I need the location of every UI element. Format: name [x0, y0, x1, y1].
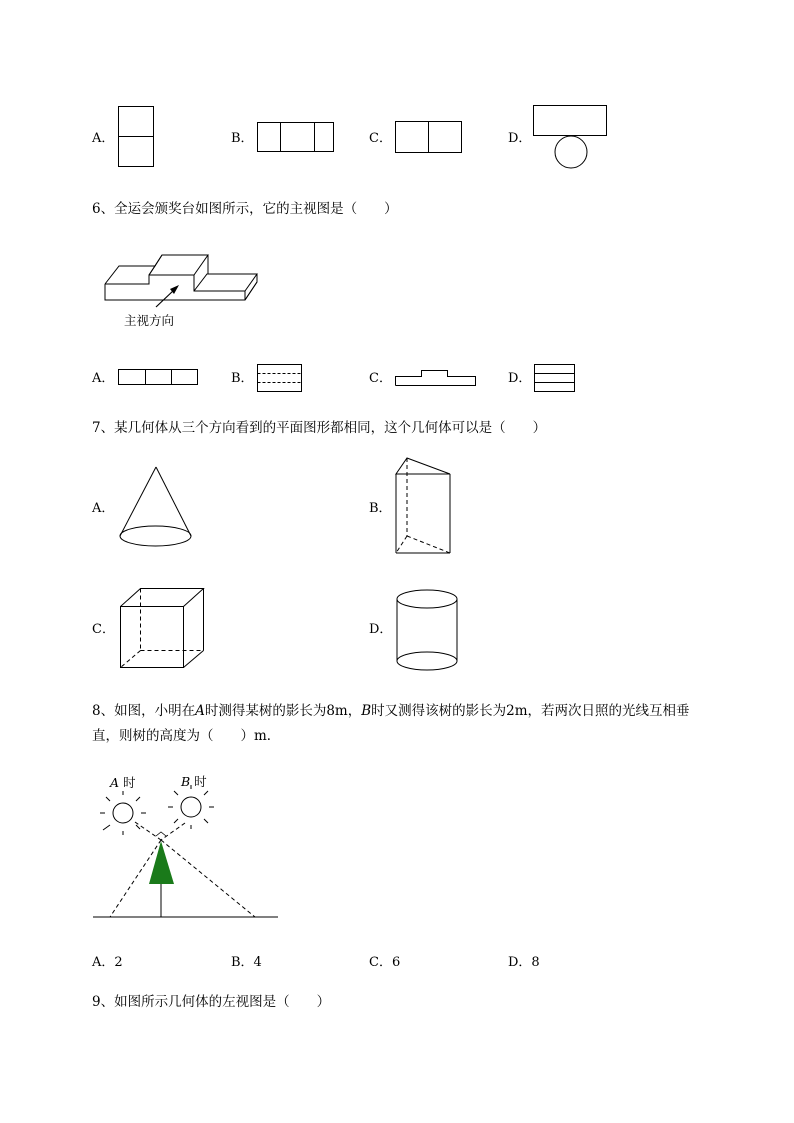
tree-icon: [149, 841, 174, 884]
q8-tree-shadow-figure: [90, 786, 282, 922]
q7-text: 7、某几何体从三个方向看到的平面图形都相同，这个几何体可以是（ ）: [92, 420, 547, 436]
q7-option-d-label[interactable]: D．: [369, 622, 393, 637]
q7-option-d-cylinder: [395, 588, 461, 674]
q6-text: 6、全运会颁奖台如图所示，它的主视图是（ ）: [92, 201, 398, 217]
sun-a-icon: [100, 791, 146, 835]
q8-option-d[interactable]: D．8: [508, 955, 540, 970]
q6-view-direction-caption: 主视方向: [124, 313, 175, 328]
q6-option-b-label[interactable]: B．: [231, 371, 254, 386]
q7-option-b-label[interactable]: B．: [369, 501, 392, 516]
q5-option-a-figure: [118, 106, 156, 168]
q6-option-a-label[interactable]: A．: [92, 371, 115, 386]
q7-option-a-label[interactable]: A．: [92, 501, 115, 516]
q5-option-d-figure: [533, 105, 611, 173]
q6-option-d-label[interactable]: D．: [508, 371, 532, 386]
q5-option-c-figure: [395, 121, 465, 154]
q7-option-c-cube: [119, 587, 207, 671]
q7-option-b-prism: [393, 456, 457, 558]
q5-option-b-figure: [257, 122, 337, 154]
q8-line1-suffix: 时又测得该树的影长为2m，若两次日照的光线互相垂: [371, 703, 690, 719]
q8-var-a: A: [195, 703, 205, 719]
q8-figure-time-b: 时: [190, 774, 207, 789]
q6-option-b-figure: [257, 364, 305, 394]
q8-text-line1: [92, 702, 690, 720]
q5-option-d-label[interactable]: D．: [508, 131, 532, 146]
q8-figure-time-a: 时: [119, 775, 136, 790]
sun-b-icon: [168, 785, 214, 829]
q8-option-a[interactable]: A．2: [92, 955, 123, 970]
q8-line1-mid: 时测得某树的影长为8m，: [204, 703, 362, 719]
q8-var-b: B: [361, 703, 372, 719]
q7-option-a-cone: [118, 466, 194, 550]
q6-option-c-figure: [395, 368, 479, 388]
q6-option-d-figure: [534, 364, 578, 394]
q9-text: 9、如图所示几何体的左视图是（ ）: [92, 994, 331, 1010]
q7-option-c-label[interactable]: C．: [92, 622, 115, 637]
q5-option-a-label[interactable]: A．: [92, 131, 115, 146]
q8-figure-var-b: B: [181, 774, 191, 789]
q6-option-a-figure: [118, 369, 200, 387]
q8-text-line2: 直，则树的高度为（ ）m．: [92, 728, 281, 744]
q6-option-c-label[interactable]: C．: [369, 371, 392, 386]
q8-option-c[interactable]: C．6: [369, 955, 401, 970]
q5-option-c-label[interactable]: C．: [369, 131, 392, 146]
q8-line1-prefix: 8、如图，小明在: [92, 703, 196, 719]
q5-option-b-label[interactable]: B．: [231, 131, 254, 146]
q8-option-b[interactable]: B．4: [231, 955, 262, 970]
q8-figure-var-a: A: [110, 775, 120, 790]
